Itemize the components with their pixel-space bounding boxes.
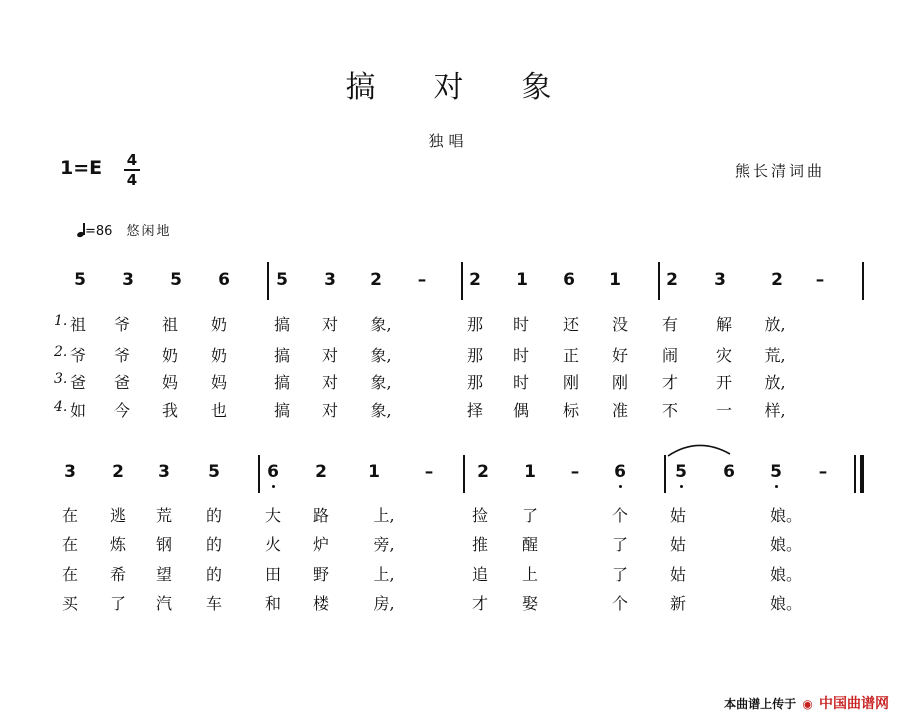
lyric-char: 才 bbox=[471, 594, 488, 613]
lyric-char: 奶 bbox=[161, 346, 178, 365]
lyric-char: 了 bbox=[611, 535, 628, 554]
barline bbox=[258, 455, 260, 493]
barline bbox=[664, 455, 666, 493]
footer-credit bbox=[724, 693, 889, 713]
lyric-char: 解 bbox=[715, 315, 732, 334]
lyric-char: 象, bbox=[370, 346, 392, 365]
note: 6 bbox=[267, 462, 279, 482]
lyric-char: 刚 bbox=[562, 373, 579, 392]
lyric-char: 爷 bbox=[113, 315, 130, 334]
lyric-char: 对 bbox=[321, 346, 338, 365]
time-signature-bottom: 4 bbox=[126, 171, 138, 189]
lyric-char: 姑 bbox=[669, 535, 686, 554]
lyric-char: 娘。 bbox=[770, 594, 803, 613]
note: 1 bbox=[609, 270, 621, 290]
lyric-char: 上 bbox=[521, 565, 538, 584]
composer-credit: 熊长清词曲 bbox=[735, 162, 826, 180]
lyric-char: 如 bbox=[69, 401, 86, 420]
lyric-char: 标 bbox=[562, 401, 579, 420]
barline bbox=[461, 262, 463, 300]
lyric-char: 钢 bbox=[155, 535, 172, 554]
lyric-char: 田 bbox=[264, 565, 281, 584]
lyric-char: 了 bbox=[611, 565, 628, 584]
song-title: 搞对象 bbox=[345, 70, 610, 105]
verse-number: 4. bbox=[54, 399, 68, 415]
lyric-char: 爸 bbox=[113, 373, 130, 392]
lyric-char: 姑 bbox=[669, 565, 686, 584]
lyric-char: 娶 bbox=[521, 594, 538, 613]
note: 5 bbox=[170, 270, 182, 290]
performance-type: 独唱 bbox=[428, 132, 469, 150]
quarter-note-icon bbox=[77, 223, 85, 237]
note: – bbox=[570, 462, 580, 482]
lyric-char: 准 bbox=[611, 401, 628, 420]
lyric-char: 野 bbox=[312, 565, 329, 584]
lyric-char: 的 bbox=[205, 535, 222, 554]
note: 3 bbox=[714, 270, 726, 290]
lyric-char: 大 bbox=[264, 506, 281, 525]
note: 6 bbox=[218, 270, 230, 290]
lyric-char: 祖 bbox=[161, 315, 178, 334]
barline bbox=[862, 262, 864, 300]
final-barline-thick bbox=[860, 455, 864, 493]
lyric-char: 望 bbox=[155, 565, 172, 584]
lyric-char: 那 bbox=[466, 315, 483, 334]
lyric-char: 追 bbox=[471, 565, 488, 584]
note: 1 bbox=[368, 462, 380, 482]
lyric-char: 上, bbox=[373, 506, 395, 525]
lyric-char: 我 bbox=[161, 401, 178, 420]
lyric-char: 也 bbox=[210, 401, 227, 420]
note: – bbox=[424, 462, 434, 482]
lyric-char: 在 bbox=[61, 565, 78, 584]
slur-mark bbox=[660, 440, 740, 460]
lyric-char: 有 bbox=[661, 315, 678, 334]
low-octave-dot bbox=[775, 485, 778, 488]
note: 1 bbox=[524, 462, 536, 482]
lyric-char: 奶 bbox=[210, 346, 227, 365]
lyric-char: 才 bbox=[661, 373, 678, 392]
lyric-char: 车 bbox=[205, 594, 222, 613]
lyric-char: 正 bbox=[562, 346, 579, 365]
lyric-char: 象, bbox=[370, 401, 392, 420]
lyric-char: 炼 bbox=[109, 535, 126, 554]
note: 5 bbox=[276, 270, 288, 290]
lyric-char: 时 bbox=[512, 346, 529, 365]
lyric-char: 时 bbox=[512, 315, 529, 334]
lyric-char: 搞 bbox=[273, 401, 290, 420]
lyric-char: 荒 bbox=[155, 506, 172, 525]
lyric-char: 闹 bbox=[661, 346, 678, 365]
lyric-char: 汽 bbox=[155, 594, 172, 613]
time-signature-top: 4 bbox=[126, 151, 138, 169]
lyric-char: 火 bbox=[264, 535, 281, 554]
lyric-char: 姑 bbox=[669, 506, 686, 525]
tempo-marking bbox=[77, 220, 171, 239]
lyric-char: 娘。 bbox=[770, 506, 803, 525]
lyric-char: 搞 bbox=[273, 346, 290, 365]
lyric-char: 象, bbox=[370, 315, 392, 334]
verse-number: 2. bbox=[54, 344, 68, 360]
logo-icon: ◉ bbox=[802, 697, 813, 711]
note: 6 bbox=[723, 462, 735, 482]
verse-number: 1. bbox=[54, 313, 68, 329]
barline bbox=[267, 262, 269, 300]
lyric-char: 对 bbox=[321, 401, 338, 420]
lyric-char: 捡 bbox=[471, 506, 488, 525]
lyric-char: 奶 bbox=[210, 315, 227, 334]
lyric-char: 买 bbox=[61, 594, 78, 613]
note: 6 bbox=[614, 462, 626, 482]
note: 1 bbox=[516, 270, 528, 290]
lyric-char: 偶 bbox=[512, 401, 529, 420]
lyric-char: 上, bbox=[373, 565, 395, 584]
lyric-char: 在 bbox=[61, 535, 78, 554]
footer-brand: 中国曲谱网 bbox=[819, 696, 889, 712]
lyric-char: 象, bbox=[370, 373, 392, 392]
lyric-char: 炉 bbox=[312, 535, 329, 554]
note: – bbox=[818, 462, 828, 482]
lyric-char: 不 bbox=[661, 401, 678, 420]
note: 2 bbox=[469, 270, 481, 290]
lyric-char: 娘。 bbox=[770, 565, 803, 584]
lyric-char: 路 bbox=[312, 506, 329, 525]
barline bbox=[463, 455, 465, 493]
lyric-char: 个 bbox=[611, 506, 628, 525]
lyric-char: 爷 bbox=[69, 346, 86, 365]
barline bbox=[658, 262, 660, 300]
note: 3 bbox=[122, 270, 134, 290]
lyric-char: 那 bbox=[466, 373, 483, 392]
lyric-char: 爸 bbox=[69, 373, 86, 392]
note: 5 bbox=[208, 462, 220, 482]
lyric-char: 房, bbox=[373, 594, 395, 613]
lyric-char: 新 bbox=[669, 594, 686, 613]
lyric-char: 逃 bbox=[109, 506, 126, 525]
note: – bbox=[417, 270, 427, 290]
lyric-char: 样, bbox=[764, 401, 786, 420]
note: – bbox=[815, 270, 825, 290]
barline bbox=[854, 455, 856, 493]
note: 5 bbox=[74, 270, 86, 290]
note: 2 bbox=[666, 270, 678, 290]
lyric-char: 的 bbox=[205, 565, 222, 584]
lyric-char: 好 bbox=[611, 346, 628, 365]
lyric-char: 时 bbox=[512, 373, 529, 392]
note: 2 bbox=[315, 462, 327, 482]
lyric-char: 妈 bbox=[210, 373, 227, 392]
lyric-char: 了 bbox=[109, 594, 126, 613]
note: 3 bbox=[324, 270, 336, 290]
lyric-char: 还 bbox=[562, 315, 579, 334]
lyric-char: 楼 bbox=[312, 594, 329, 613]
lyric-char: 爷 bbox=[113, 346, 130, 365]
note: 3 bbox=[158, 462, 170, 482]
lyric-char: 的 bbox=[205, 506, 222, 525]
lyric-char: 择 bbox=[466, 401, 483, 420]
lyric-char: 放, bbox=[764, 315, 786, 334]
lyric-char: 希 bbox=[109, 565, 126, 584]
lyric-char: 妈 bbox=[161, 373, 178, 392]
note: 2 bbox=[112, 462, 124, 482]
note: 2 bbox=[771, 270, 783, 290]
note: 5 bbox=[675, 462, 687, 482]
lyric-char: 旁, bbox=[373, 535, 395, 554]
tempo-value: =86 bbox=[85, 224, 113, 239]
lyric-char: 对 bbox=[321, 373, 338, 392]
lyric-char: 荒, bbox=[764, 346, 786, 365]
lyric-char: 开 bbox=[715, 373, 732, 392]
footer-text: 本曲谱上传于 bbox=[724, 697, 797, 711]
time-signature bbox=[124, 152, 140, 188]
key-signature: 1=E bbox=[60, 157, 103, 179]
low-octave-dot bbox=[680, 485, 683, 488]
lyric-char: 那 bbox=[466, 346, 483, 365]
note: 2 bbox=[370, 270, 382, 290]
lyric-char: 和 bbox=[264, 594, 281, 613]
note: 5 bbox=[770, 462, 782, 482]
lyric-char: 祖 bbox=[69, 315, 86, 334]
lyric-char: 搞 bbox=[273, 373, 290, 392]
verse-number: 3. bbox=[54, 371, 68, 387]
note: 6 bbox=[563, 270, 575, 290]
lyric-char: 推 bbox=[471, 535, 488, 554]
lyric-char: 醒 bbox=[521, 535, 538, 554]
expression-marking: 悠闲地 bbox=[126, 224, 172, 239]
lyric-char: 对 bbox=[321, 315, 338, 334]
lyric-char: 个 bbox=[611, 594, 628, 613]
low-octave-dot bbox=[619, 485, 622, 488]
note: 2 bbox=[477, 462, 489, 482]
lyric-char: 在 bbox=[61, 506, 78, 525]
lyric-char: 今 bbox=[113, 401, 130, 420]
lyric-char: 搞 bbox=[273, 315, 290, 334]
lyric-char: 灾 bbox=[715, 346, 732, 365]
low-octave-dot bbox=[272, 485, 275, 488]
lyric-char: 放, bbox=[764, 373, 786, 392]
lyric-char: 没 bbox=[611, 315, 628, 334]
lyric-char: 一 bbox=[715, 401, 732, 420]
lyric-char: 娘。 bbox=[770, 535, 803, 554]
note: 3 bbox=[64, 462, 76, 482]
lyric-char: 刚 bbox=[611, 373, 628, 392]
lyric-char: 了 bbox=[521, 506, 538, 525]
